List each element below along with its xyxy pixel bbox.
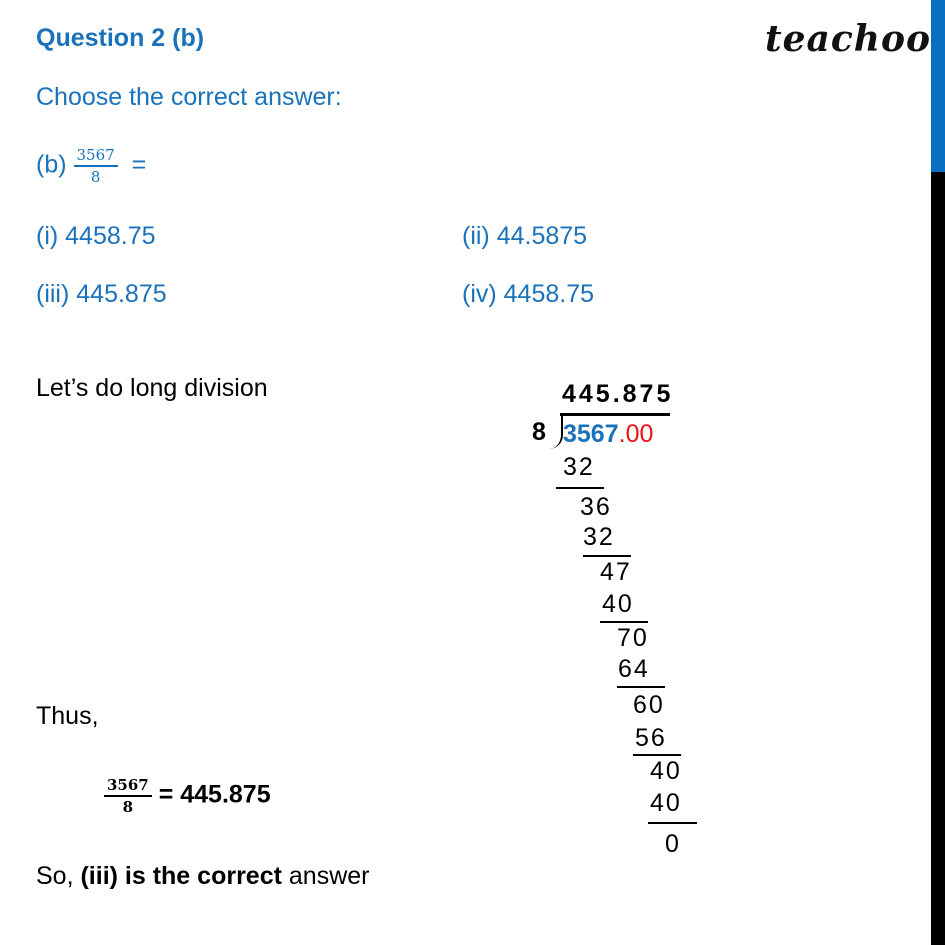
step: 40 [650,757,682,785]
dividend: 3567 [563,420,619,448]
thus-label: Thus, [36,702,99,730]
teachoo-logo: teachoo [765,18,931,60]
result-value: = 445.875 [158,780,271,809]
numerator: 3567 [74,145,118,167]
solution-intro: Let’s do long division [36,374,268,402]
question-title: Question 2 (b) [36,24,205,52]
result-fraction [104,775,152,817]
dividend-row [563,420,653,449]
quotient: 445.875 [562,380,674,408]
step-line [556,487,604,489]
step: 32 [583,523,615,551]
option-ii: (ii) 44.5875 [462,222,588,250]
step: 70 [617,624,649,652]
question-fraction [74,145,118,187]
step: 40 [602,590,634,618]
step: 32 [563,453,595,481]
side-strip-black [931,172,945,945]
step: 40 [650,789,682,817]
step: 64 [618,655,650,683]
step-line [617,686,665,688]
step: 56 [635,724,667,752]
divisor: 8 [532,418,548,446]
conclusion-prefix: So, [36,862,81,890]
option-iii: (iii) 445.875 [36,280,167,308]
result-expression [104,775,271,817]
denominator: 8 [90,168,101,186]
division-bar [560,413,670,416]
conclusion [36,862,369,891]
option-iv: (iv) 4458.75 [462,280,595,308]
division-bracket [549,413,563,449]
question-prompt: Choose the correct answer: [36,83,342,111]
step-line [600,621,648,623]
option-i: (i) 4458.75 [36,222,156,250]
result-numerator: 3567 [104,775,152,797]
step: 36 [580,493,612,521]
question-label: (b) [36,150,67,179]
side-strip-blue [931,0,945,172]
step-line [633,754,681,756]
equals-sign: = [131,150,147,179]
result-denominator: 8 [122,798,134,816]
conclusion-suffix: answer [281,862,370,890]
step: 60 [633,691,665,719]
step-line [648,822,697,824]
conclusion-bold: (iii) is the correct [80,862,282,890]
question-expression [36,145,146,187]
remainder: 0 [665,830,681,858]
step-line [583,555,631,557]
step: 47 [600,558,632,586]
dividend-decimals: .00 [618,420,654,448]
